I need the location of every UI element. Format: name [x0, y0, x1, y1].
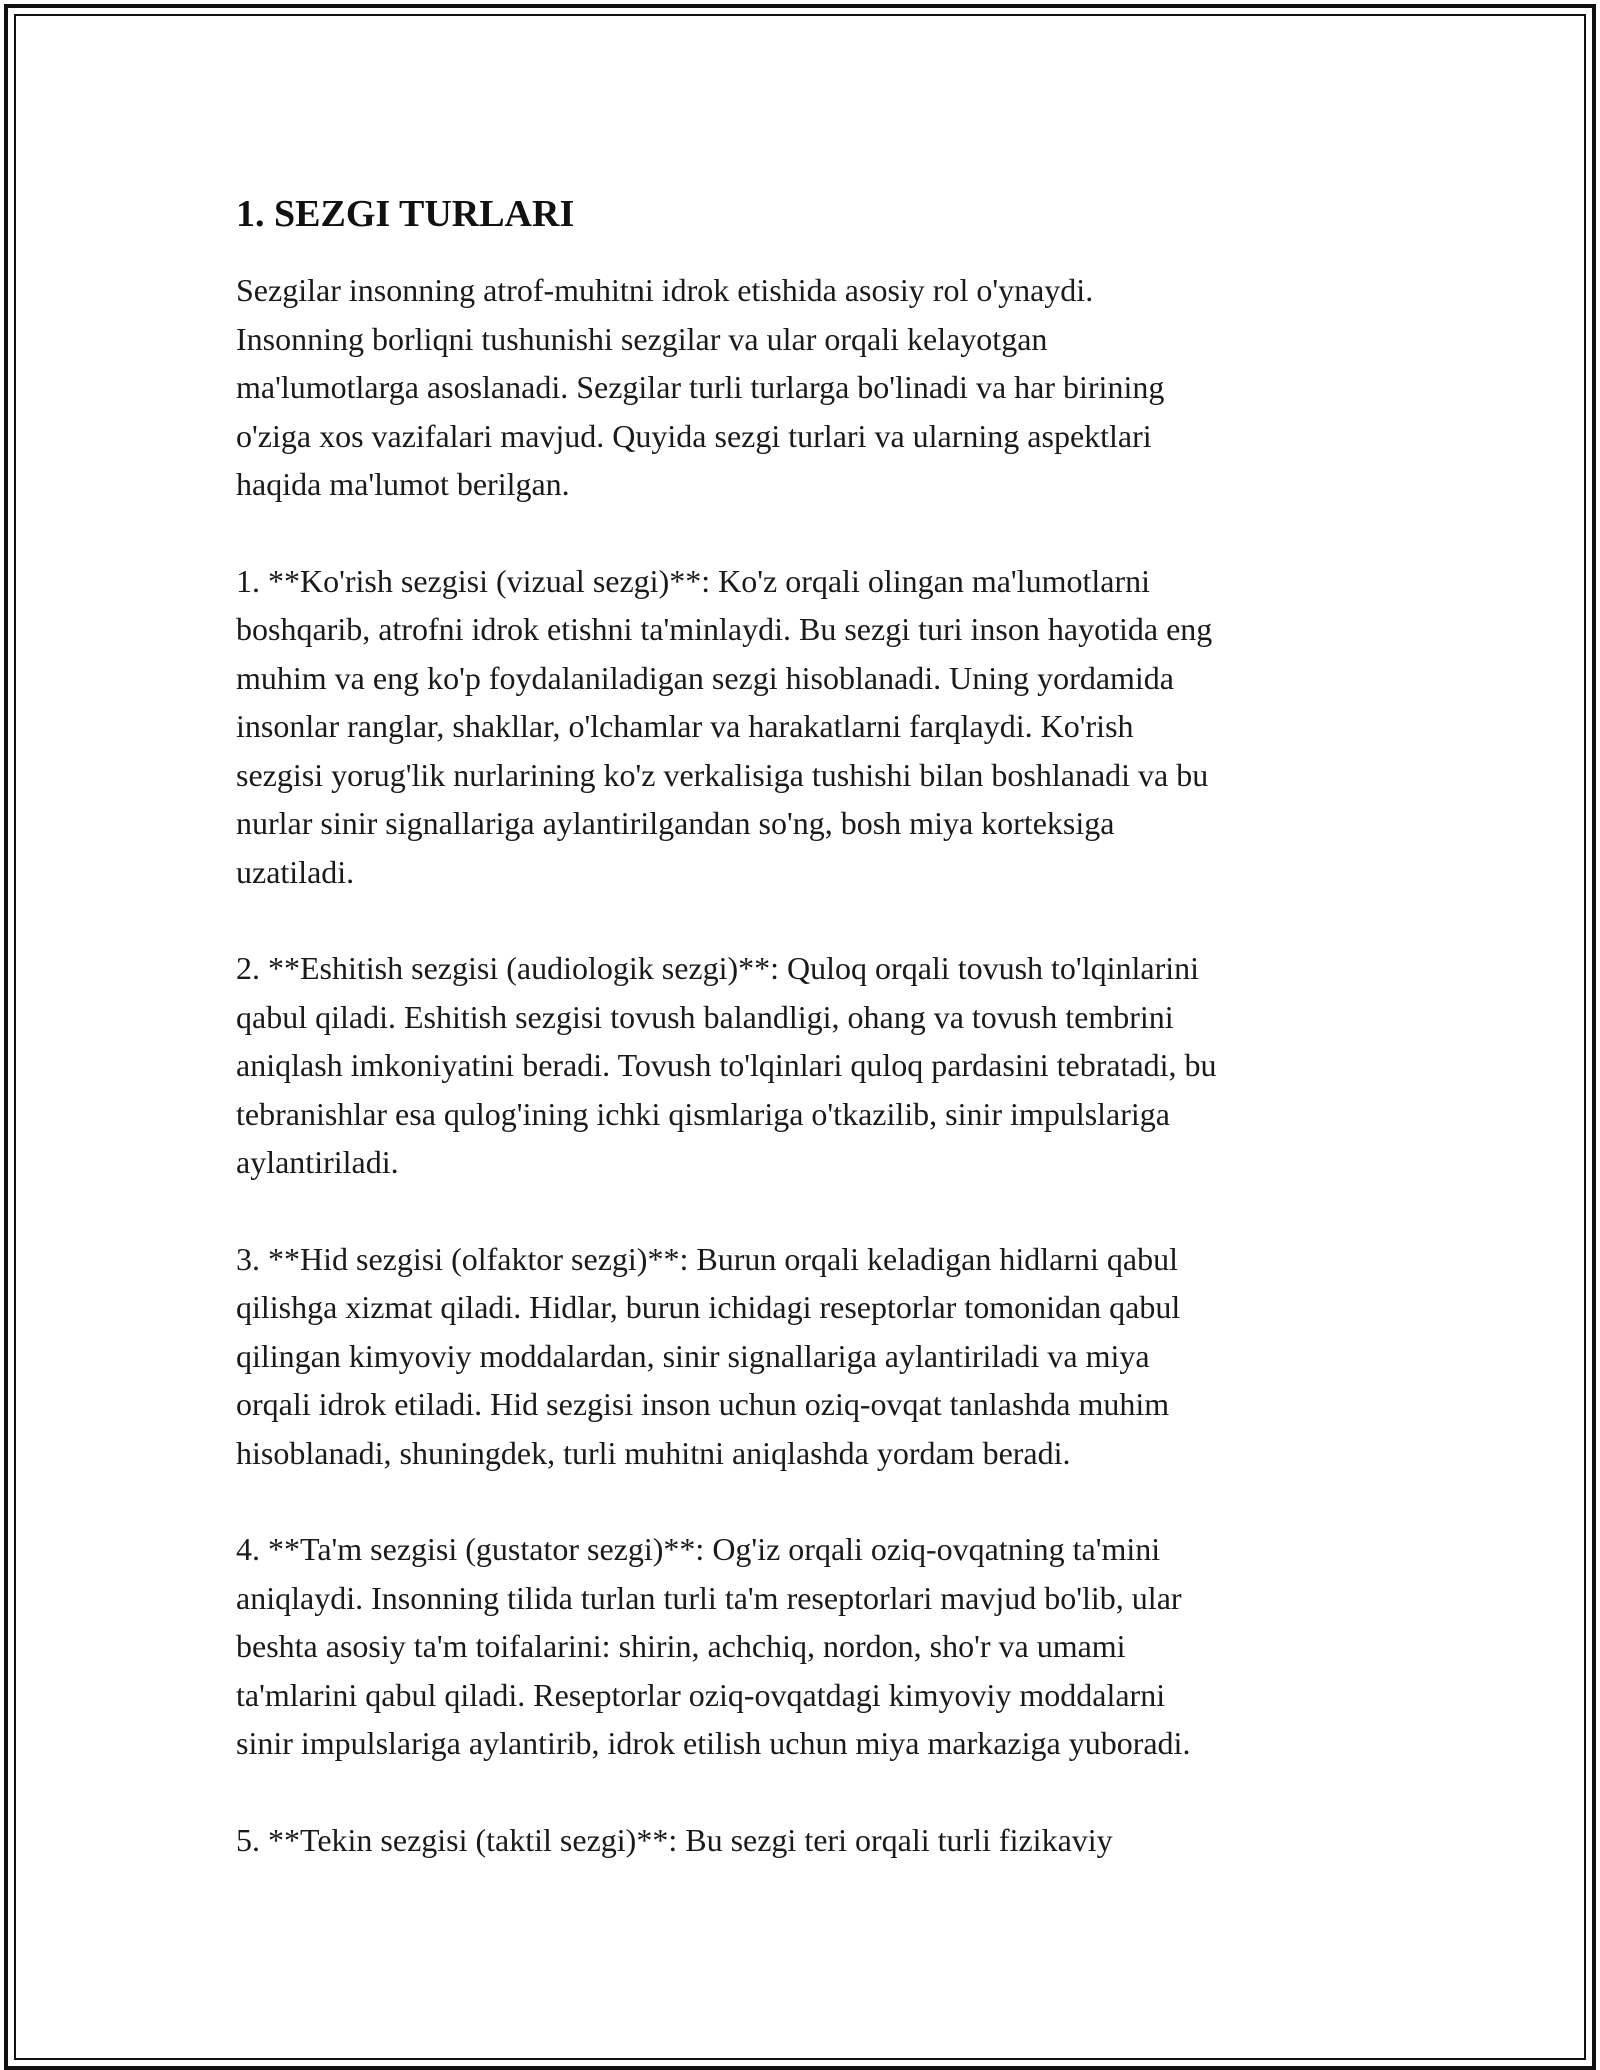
hearing-sense-paragraph: 2. **Eshitish sezgisi (audiologik sezgi)**: Quloq orqali tovush to'lqinlarini qabul qiladi. Eshitish sezgisi tovush balandligi, ohang va tovush tembrini aniqlash imkoniyatini beradi. Tovush to'lqinlari quloq pardasini tebratadi, bu tebranishlar esa qulog'ining ichki qismlariga o'tkazilib, sinir impulslariga aylantiriladi.: [236, 950, 1217, 1180]
touch-sense-paragraph: 5. **Tekin sezgisi (taktil sezgi)**: Bu sezgi teri orqali turli fizikaviy: [236, 1821, 1113, 1858]
section-heading: 1. SEZGI TURLARI: [236, 193, 575, 235]
intro-paragraph: Sezgilar insonning atrof-muhitni idrok etishida asosiy rol o'ynaydi. Insonning borliqni tushunishi sezgilar va ular orqali kelayotgan ma'lumotlarga asoslanadi. Sezgilar turli turlarga bo'linadi va har birining o'ziga xos vazifalari mavjud. Quyida sezgi turlari va ularning aspektlari haqida ma'lumot berilgan.: [236, 272, 1165, 502]
taste-sense-paragraph: 4. **Ta'm sezgisi (gustator sezgi)**: Og'iz orqali oziq-ovqatning ta'mini aniqlaydi. Insonning tilida turlan turli ta'm reseptorlari mavjud bo'lib, ular beshta asosiy ta'm toifalarini: shirin, achchiq, nordon, sho'r va umami ta'mlarini qabul qiladi. Reseptorlar oziq-ovqatdagi kimyoviy moddalarni sinir impulslariga aylantirib, idrok etilish uchun miya markaziga yuboradi.: [236, 1531, 1191, 1761]
smell-sense-paragraph: 3. **Hid sezgisi (olfaktor sezgi)**: Burun orqali keladigan hidlarni qabul qilishga xizmat qiladi. Hidlar, burun ichidagi reseptorlar tomonidan qabul qilingan kimyoviy moddalardan, sinir signallariga aylantiriladi va miya orqali idrok etiladi. Hid sezgisi inson uchun oziq-ovqat tanlashda muhim hisoblanadi, shuningdek, turli muhitni aniqlashda yordam beradi.: [236, 1240, 1181, 1471]
vision-sense-paragraph: 1. **Ko'rish sezgisi (vizual sezgi)**: Ko'z orqali olingan ma'lumotlarni boshqarib, atrofni idrok etishni ta'minlaydi. Bu sezgi turi inson hayotida eng muhim va eng ko'p foydalaniladigan sezgi hisoblanadi. Uning yordamida insonlar ranglar, shakllar, o'lchamlar va harakatlarni farqlaydi. Ko'rish sezgisi yorug'lik nurlarining ko'z verkalisiga tushishi bilan boshlanadi va bu nurlar sinir signallariga aylantirilgandan so'ng, bosh miya korteksiga uzatiladi.: [236, 562, 1213, 890]
document-body: [236, 184, 1366, 1912]
